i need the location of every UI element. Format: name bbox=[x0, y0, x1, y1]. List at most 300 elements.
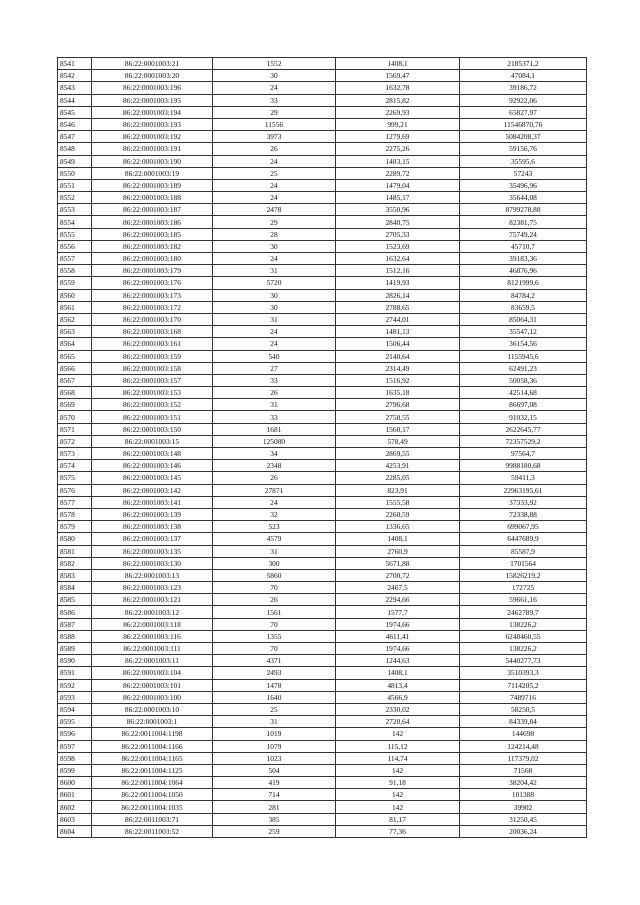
area-cell: 714 bbox=[213, 789, 336, 801]
cadastral-value-cell: 6248460,55 bbox=[460, 630, 587, 642]
specific-value-cell: 5671,88 bbox=[336, 557, 460, 569]
specific-value-cell: 2788,65 bbox=[336, 301, 460, 313]
specific-value-cell: 578,49 bbox=[336, 435, 460, 447]
table-row bbox=[58, 228, 587, 240]
specific-value-cell: 2840,75 bbox=[336, 216, 460, 228]
cadastral-value-cell: 47084,1 bbox=[460, 70, 587, 82]
area-cell: 1681 bbox=[213, 423, 336, 435]
cadastral-value-cell: 45710,7 bbox=[460, 240, 587, 252]
specific-value-cell: 1974,66 bbox=[336, 643, 460, 655]
specific-value-cell: 2269,93 bbox=[336, 106, 460, 118]
area-cell: 26 bbox=[213, 472, 336, 484]
table-row bbox=[58, 253, 587, 265]
specific-value-cell: 2294,66 bbox=[336, 594, 460, 606]
area-cell: 27871 bbox=[213, 484, 336, 496]
cadastral-value-cell: 7489716 bbox=[460, 691, 587, 703]
table-row bbox=[58, 679, 587, 691]
area-cell: 27 bbox=[213, 362, 336, 374]
row-number-cell: 8603 bbox=[58, 813, 92, 825]
area-cell: 4371 bbox=[213, 655, 336, 667]
cadastral-value-cell: 6447689,9 bbox=[460, 533, 587, 545]
cadastral-number-cell: 86:22:0001003:190 bbox=[92, 155, 213, 167]
specific-value-cell: 91,18 bbox=[336, 777, 460, 789]
row-number-cell: 8595 bbox=[58, 716, 92, 728]
cadastral-number-cell: 86:22:0001003:141 bbox=[92, 496, 213, 508]
row-number-cell: 8560 bbox=[58, 289, 92, 301]
cadastral-value-cell: 124214,48 bbox=[460, 740, 587, 752]
cadastral-number-cell: 86:22:0001003:176 bbox=[92, 277, 213, 289]
row-number-cell: 8576 bbox=[58, 484, 92, 496]
row-number-cell: 8544 bbox=[58, 94, 92, 106]
cadastral-number-cell: 86:22:0011004:1035 bbox=[92, 801, 213, 813]
specific-value-cell: 2796,68 bbox=[336, 399, 460, 411]
row-number-cell: 8602 bbox=[58, 801, 92, 813]
cadastral-number-cell: 86:22:0001003:157 bbox=[92, 374, 213, 386]
area-cell: 33 bbox=[213, 374, 336, 386]
specific-value-cell: 1516,92 bbox=[336, 374, 460, 386]
table-row bbox=[58, 131, 587, 143]
table-row bbox=[58, 703, 587, 715]
cadastral-number-cell: 86:22:0011004:1198 bbox=[92, 728, 213, 740]
cadastral-number-cell: 86:22:0001003:130 bbox=[92, 557, 213, 569]
row-number-cell: 8561 bbox=[58, 301, 92, 313]
table-row bbox=[58, 94, 587, 106]
cadastral-number-cell: 86:22:0001003:146 bbox=[92, 460, 213, 472]
row-number-cell: 8582 bbox=[58, 557, 92, 569]
table-row bbox=[58, 484, 587, 496]
cadastral-number-cell: 86:22:0001003:195 bbox=[92, 94, 213, 106]
cadastral-number-cell: 86:22:0001003:152 bbox=[92, 399, 213, 411]
cadastral-value-cell: 92922,06 bbox=[460, 94, 587, 106]
specific-value-cell: 1506,44 bbox=[336, 338, 460, 350]
table-row bbox=[58, 265, 587, 277]
specific-value-cell: 1555,58 bbox=[336, 496, 460, 508]
cadastral-number-cell: 86:22:0001003:137 bbox=[92, 533, 213, 545]
cadastral-value-cell: 138226,2 bbox=[460, 643, 587, 655]
area-cell: 1552 bbox=[213, 58, 336, 70]
row-number-cell: 8547 bbox=[58, 131, 92, 143]
area-cell: 24 bbox=[213, 192, 336, 204]
row-number-cell: 8592 bbox=[58, 679, 92, 691]
cadastral-value-cell: 5084208,37 bbox=[460, 131, 587, 143]
row-number-cell: 8543 bbox=[58, 82, 92, 94]
cadastral-number-cell: 86:22:0001003:123 bbox=[92, 582, 213, 594]
cadastral-value-cell: 9988180,68 bbox=[460, 460, 587, 472]
area-cell: 33 bbox=[213, 94, 336, 106]
cadastral-value-cell: 35644,08 bbox=[460, 192, 587, 204]
cadastral-value-cell: 7114205,2 bbox=[460, 679, 587, 691]
cadastral-number-cell: 86:22:0001003:173 bbox=[92, 289, 213, 301]
cadastral-number-cell: 86:22:0001003:121 bbox=[92, 594, 213, 606]
area-cell: 2478 bbox=[213, 204, 336, 216]
specific-value-cell: 142 bbox=[336, 728, 460, 740]
cadastral-number-cell: 86:22:0001003:10 bbox=[92, 703, 213, 715]
row-number-cell: 8565 bbox=[58, 350, 92, 362]
specific-value-cell: 1244,63 bbox=[336, 655, 460, 667]
row-number-cell: 8593 bbox=[58, 691, 92, 703]
cadastral-value-cell: 84784,2 bbox=[460, 289, 587, 301]
specific-value-cell: 4566,9 bbox=[336, 691, 460, 703]
specific-value-cell: 1419,93 bbox=[336, 277, 460, 289]
row-number-cell: 8573 bbox=[58, 448, 92, 460]
table-row bbox=[58, 277, 587, 289]
cadastral-number-cell: 86:22:0001003:180 bbox=[92, 253, 213, 265]
cadastral-value-cell: 85064,31 bbox=[460, 313, 587, 325]
specific-value-cell: 1479,04 bbox=[336, 179, 460, 191]
table-row bbox=[58, 240, 587, 252]
cadastral-value-cell: 1701564 bbox=[460, 557, 587, 569]
specific-value-cell: 1523,69 bbox=[336, 240, 460, 252]
cadastral-number-cell: 86:22:0001003:196 bbox=[92, 82, 213, 94]
row-number-cell: 8567 bbox=[58, 374, 92, 386]
table-row bbox=[58, 448, 587, 460]
specific-value-cell: 142 bbox=[336, 801, 460, 813]
table-row bbox=[58, 204, 587, 216]
table-row bbox=[58, 70, 587, 82]
specific-value-cell: 1560,17 bbox=[336, 423, 460, 435]
cadastral-value-cell: 86697,08 bbox=[460, 399, 587, 411]
cadastral-value-cell: 8799278,88 bbox=[460, 204, 587, 216]
row-number-cell: 8571 bbox=[58, 423, 92, 435]
cadastral-value-cell: 144698 bbox=[460, 728, 587, 740]
row-number-cell: 8579 bbox=[58, 521, 92, 533]
cadastral-number-cell: 86:22:0001003:138 bbox=[92, 521, 213, 533]
specific-value-cell: 2758,55 bbox=[336, 411, 460, 423]
specific-value-cell: 1974,66 bbox=[336, 618, 460, 630]
table-row bbox=[58, 423, 587, 435]
specific-value-cell: 2289,72 bbox=[336, 167, 460, 179]
specific-value-cell: 2467,5 bbox=[336, 582, 460, 594]
table-row bbox=[58, 545, 587, 557]
row-number-cell: 8545 bbox=[58, 106, 92, 118]
table-row bbox=[58, 435, 587, 447]
cadastral-number-cell: 86:22:0001003:187 bbox=[92, 204, 213, 216]
row-number-cell: 8599 bbox=[58, 764, 92, 776]
area-cell: 1023 bbox=[213, 752, 336, 764]
cadastral-value-cell: 5440277,73 bbox=[460, 655, 587, 667]
table-row bbox=[58, 58, 587, 70]
row-number-cell: 8578 bbox=[58, 508, 92, 520]
table-row bbox=[58, 728, 587, 740]
cadastral-value-cell: 2462789,7 bbox=[460, 606, 587, 618]
row-number-cell: 8559 bbox=[58, 277, 92, 289]
table-row bbox=[58, 557, 587, 569]
table-row bbox=[58, 582, 587, 594]
row-number-cell: 8572 bbox=[58, 435, 92, 447]
cadastral-number-cell: 86:22:0001003:151 bbox=[92, 411, 213, 423]
area-cell: 70 bbox=[213, 618, 336, 630]
area-cell: 30 bbox=[213, 240, 336, 252]
area-cell: 70 bbox=[213, 582, 336, 594]
cadastral-number-cell: 86:22:0001003:11 bbox=[92, 655, 213, 667]
area-cell: 31 bbox=[213, 716, 336, 728]
row-number-cell: 8557 bbox=[58, 253, 92, 265]
row-number-cell: 8594 bbox=[58, 703, 92, 715]
table-row bbox=[58, 825, 587, 837]
cadastral-number-cell: 86:22:0001003:179 bbox=[92, 265, 213, 277]
specific-value-cell: 81,17 bbox=[336, 813, 460, 825]
cadastral-number-cell: 86:22:0001003:13 bbox=[92, 569, 213, 581]
cadastral-value-cell: 699067,95 bbox=[460, 521, 587, 533]
area-cell: 1478 bbox=[213, 679, 336, 691]
table-row bbox=[58, 813, 587, 825]
row-number-cell: 8563 bbox=[58, 326, 92, 338]
specific-value-cell: 2705,33 bbox=[336, 228, 460, 240]
specific-value-cell: 2869,55 bbox=[336, 448, 460, 460]
cadastral-value-cell: 59156,76 bbox=[460, 143, 587, 155]
cadastral-number-cell: 86:22:0001003:158 bbox=[92, 362, 213, 374]
table-row bbox=[58, 118, 587, 130]
area-cell: 24 bbox=[213, 326, 336, 338]
area-cell: 281 bbox=[213, 801, 336, 813]
specific-value-cell: 1483,15 bbox=[336, 155, 460, 167]
table-row bbox=[58, 764, 587, 776]
row-number-cell: 8552 bbox=[58, 192, 92, 204]
table-row bbox=[58, 338, 587, 350]
cadastral-number-cell: 86:22:0011004:1125 bbox=[92, 764, 213, 776]
specific-value-cell: 2700,72 bbox=[336, 569, 460, 581]
specific-value-cell: 4611,41 bbox=[336, 630, 460, 642]
cadastral-number-cell: 86:22:0011003:71 bbox=[92, 813, 213, 825]
row-number-cell: 8555 bbox=[58, 228, 92, 240]
cadastral-value-cell: 2622645,77 bbox=[460, 423, 587, 435]
cadastral-value-cell: 39902 bbox=[460, 801, 587, 813]
specific-value-cell: 3550,96 bbox=[336, 204, 460, 216]
area-cell: 30 bbox=[213, 70, 336, 82]
cadastral-number-cell: 86:22:0001003:161 bbox=[92, 338, 213, 350]
area-cell: 70 bbox=[213, 643, 336, 655]
cadastral-value-cell: 59411,3 bbox=[460, 472, 587, 484]
area-cell: 31 bbox=[213, 399, 336, 411]
table-row bbox=[58, 289, 587, 301]
table-row bbox=[58, 521, 587, 533]
cadastral-number-cell: 86:22:0001003:100 bbox=[92, 691, 213, 703]
specific-value-cell: 2720,64 bbox=[336, 716, 460, 728]
area-cell: 24 bbox=[213, 338, 336, 350]
row-number-cell: 8553 bbox=[58, 204, 92, 216]
table-row bbox=[58, 106, 587, 118]
cadastral-number-cell: 86:22:0001003:15 bbox=[92, 435, 213, 447]
table-body bbox=[58, 58, 587, 838]
cadastral-number-cell: 86:22:0001003:142 bbox=[92, 484, 213, 496]
row-number-cell: 8604 bbox=[58, 825, 92, 837]
cadastral-value-cell: 37333,92 bbox=[460, 496, 587, 508]
area-cell: 125080 bbox=[213, 435, 336, 447]
table-row bbox=[58, 374, 587, 386]
cadastral-value-cell: 35496,96 bbox=[460, 179, 587, 191]
row-number-cell: 8585 bbox=[58, 594, 92, 606]
row-number-cell: 8580 bbox=[58, 533, 92, 545]
area-cell: 4579 bbox=[213, 533, 336, 545]
row-number-cell: 8568 bbox=[58, 387, 92, 399]
row-number-cell: 8598 bbox=[58, 752, 92, 764]
cadastral-number-cell: 86:22:0001003:159 bbox=[92, 350, 213, 362]
area-cell: 419 bbox=[213, 777, 336, 789]
specific-value-cell: 2260,59 bbox=[336, 508, 460, 520]
cadastral-number-cell: 86:22:0001003:145 bbox=[92, 472, 213, 484]
row-number-cell: 8569 bbox=[58, 399, 92, 411]
area-cell: 26 bbox=[213, 594, 336, 606]
specific-value-cell: 1577,7 bbox=[336, 606, 460, 618]
table-row bbox=[58, 716, 587, 728]
area-cell: 1019 bbox=[213, 728, 336, 740]
row-number-cell: 8551 bbox=[58, 179, 92, 191]
table-row bbox=[58, 399, 587, 411]
table-row bbox=[58, 667, 587, 679]
table-row bbox=[58, 192, 587, 204]
area-cell: 1561 bbox=[213, 606, 336, 618]
cadastral-number-cell: 86:22:0001003:139 bbox=[92, 508, 213, 520]
area-cell: 5720 bbox=[213, 277, 336, 289]
cadastral-value-cell: 35595,6 bbox=[460, 155, 587, 167]
row-number-cell: 8541 bbox=[58, 58, 92, 70]
row-number-cell: 8548 bbox=[58, 143, 92, 155]
area-cell: 30 bbox=[213, 301, 336, 313]
cadastral-value-cell: 84339,84 bbox=[460, 716, 587, 728]
cadastral-value-cell: 50058,36 bbox=[460, 374, 587, 386]
cadastral-number-cell: 86:22:0001003:101 bbox=[92, 679, 213, 691]
table-row bbox=[58, 143, 587, 155]
cadastral-value-cell: 101388 bbox=[460, 789, 587, 801]
row-number-cell: 8550 bbox=[58, 167, 92, 179]
cadastral-value-cell: 59661,16 bbox=[460, 594, 587, 606]
specific-value-cell: 1408,1 bbox=[336, 533, 460, 545]
specific-value-cell: 1632,64 bbox=[336, 253, 460, 265]
specific-value-cell: 4813,4 bbox=[336, 679, 460, 691]
area-cell: 385 bbox=[213, 813, 336, 825]
area-cell: 24 bbox=[213, 253, 336, 265]
table-row bbox=[58, 594, 587, 606]
specific-value-cell: 4253,91 bbox=[336, 460, 460, 472]
table-row bbox=[58, 752, 587, 764]
cadastral-number-cell: 86:22:0001003:1 bbox=[92, 716, 213, 728]
cadastral-value-cell: 72338,88 bbox=[460, 508, 587, 520]
cadastral-value-cell: 97564,7 bbox=[460, 448, 587, 460]
cadastral-number-cell: 86:22:0001003:182 bbox=[92, 240, 213, 252]
table-row bbox=[58, 179, 587, 191]
cadastral-number-cell: 86:22:0001003:104 bbox=[92, 667, 213, 679]
specific-value-cell: 1408,1 bbox=[336, 58, 460, 70]
area-cell: 29 bbox=[213, 216, 336, 228]
table-row bbox=[58, 313, 587, 325]
row-number-cell: 8556 bbox=[58, 240, 92, 252]
area-cell: 31 bbox=[213, 545, 336, 557]
cadastral-value-cell: 36154,56 bbox=[460, 338, 587, 350]
area-cell: 31 bbox=[213, 265, 336, 277]
specific-value-cell: 1336,65 bbox=[336, 521, 460, 533]
row-number-cell: 8564 bbox=[58, 338, 92, 350]
specific-value-cell: 2330,02 bbox=[336, 703, 460, 715]
specific-value-cell: 1279,69 bbox=[336, 131, 460, 143]
row-number-cell: 8575 bbox=[58, 472, 92, 484]
row-number-cell: 8549 bbox=[58, 155, 92, 167]
table-row bbox=[58, 82, 587, 94]
cadastral-value-cell: 58250,5 bbox=[460, 703, 587, 715]
cadastral-number-cell: 86:22:0011004:1165 bbox=[92, 752, 213, 764]
cadastral-number-cell: 86:22:0001003:186 bbox=[92, 216, 213, 228]
cadastral-number-cell: 86:22:0001003:20 bbox=[92, 70, 213, 82]
row-number-cell: 8586 bbox=[58, 606, 92, 618]
cadastral-number-cell: 86:22:0001003:150 bbox=[92, 423, 213, 435]
cadastral-number-cell: 86:22:0001003:148 bbox=[92, 448, 213, 460]
specific-value-cell: 2285,05 bbox=[336, 472, 460, 484]
row-number-cell: 8597 bbox=[58, 740, 92, 752]
specific-value-cell: 1632,78 bbox=[336, 82, 460, 94]
cadastral-value-cell: 57243 bbox=[460, 167, 587, 179]
table-row bbox=[58, 472, 587, 484]
cadastral-value-cell: 85587,9 bbox=[460, 545, 587, 557]
cadastral-number-cell: 86:22:0011004:1050 bbox=[92, 789, 213, 801]
cadastral-value-cell: 172725 bbox=[460, 582, 587, 594]
specific-value-cell: 823,91 bbox=[336, 484, 460, 496]
cadastral-number-cell: 86:22:0001003:21 bbox=[92, 58, 213, 70]
area-cell: 1079 bbox=[213, 740, 336, 752]
cadastral-value-cell: 71568 bbox=[460, 764, 587, 776]
cadastral-value-cell: 2185371,2 bbox=[460, 58, 587, 70]
area-cell: 25 bbox=[213, 167, 336, 179]
cadastral-number-cell: 86:22:0001003:172 bbox=[92, 301, 213, 313]
cadastral-value-cell: 91032,15 bbox=[460, 411, 587, 423]
specific-value-cell: 1635,18 bbox=[336, 387, 460, 399]
specific-value-cell: 1485,17 bbox=[336, 192, 460, 204]
table-row bbox=[58, 411, 587, 423]
cadastral-value-cell: 1155945,6 bbox=[460, 350, 587, 362]
cadastral-number-cell: 86:22:0001003:168 bbox=[92, 326, 213, 338]
area-cell: 259 bbox=[213, 825, 336, 837]
table-row bbox=[58, 508, 587, 520]
area-cell: 3973 bbox=[213, 131, 336, 143]
area-cell: 2493 bbox=[213, 667, 336, 679]
row-number-cell: 8577 bbox=[58, 496, 92, 508]
table-row bbox=[58, 789, 587, 801]
specific-value-cell: 1408,1 bbox=[336, 667, 460, 679]
area-cell: 2348 bbox=[213, 460, 336, 472]
table-row bbox=[58, 496, 587, 508]
cadastral-value-cell: 65827,97 bbox=[460, 106, 587, 118]
row-number-cell: 8590 bbox=[58, 655, 92, 667]
cadastral-number-cell: 86:22:0001003:191 bbox=[92, 143, 213, 155]
row-number-cell: 8542 bbox=[58, 70, 92, 82]
cadastral-number-cell: 86:22:0001003:111 bbox=[92, 643, 213, 655]
table-row bbox=[58, 777, 587, 789]
cadastral-number-cell: 86:22:0001003:118 bbox=[92, 618, 213, 630]
specific-value-cell: 2275,26 bbox=[336, 143, 460, 155]
specific-value-cell: 2760,9 bbox=[336, 545, 460, 557]
cadastral-value-cell: 39186,72 bbox=[460, 82, 587, 94]
row-number-cell: 8574 bbox=[58, 460, 92, 472]
cadastral-number-cell: 86:22:0001003:116 bbox=[92, 630, 213, 642]
area-cell: 24 bbox=[213, 496, 336, 508]
table-row bbox=[58, 350, 587, 362]
area-cell: 1640 bbox=[213, 691, 336, 703]
cadastral-value-cell: 39183,36 bbox=[460, 253, 587, 265]
table-row bbox=[58, 630, 587, 642]
table-row bbox=[58, 362, 587, 374]
table-row bbox=[58, 606, 587, 618]
cadastral-number-cell: 86:22:0001003:185 bbox=[92, 228, 213, 240]
specific-value-cell: 142 bbox=[336, 789, 460, 801]
area-cell: 523 bbox=[213, 521, 336, 533]
cadastral-value-cell: 117379,02 bbox=[460, 752, 587, 764]
cadastral-value-cell: 31250,45 bbox=[460, 813, 587, 825]
table-row bbox=[58, 167, 587, 179]
cadastral-value-cell: 38204,42 bbox=[460, 777, 587, 789]
cadastral-value-cell: 35547,12 bbox=[460, 326, 587, 338]
area-cell: 1355 bbox=[213, 630, 336, 642]
specific-value-cell: 2826,14 bbox=[336, 289, 460, 301]
cadastral-value-cell: 62491,23 bbox=[460, 362, 587, 374]
area-cell: 300 bbox=[213, 557, 336, 569]
